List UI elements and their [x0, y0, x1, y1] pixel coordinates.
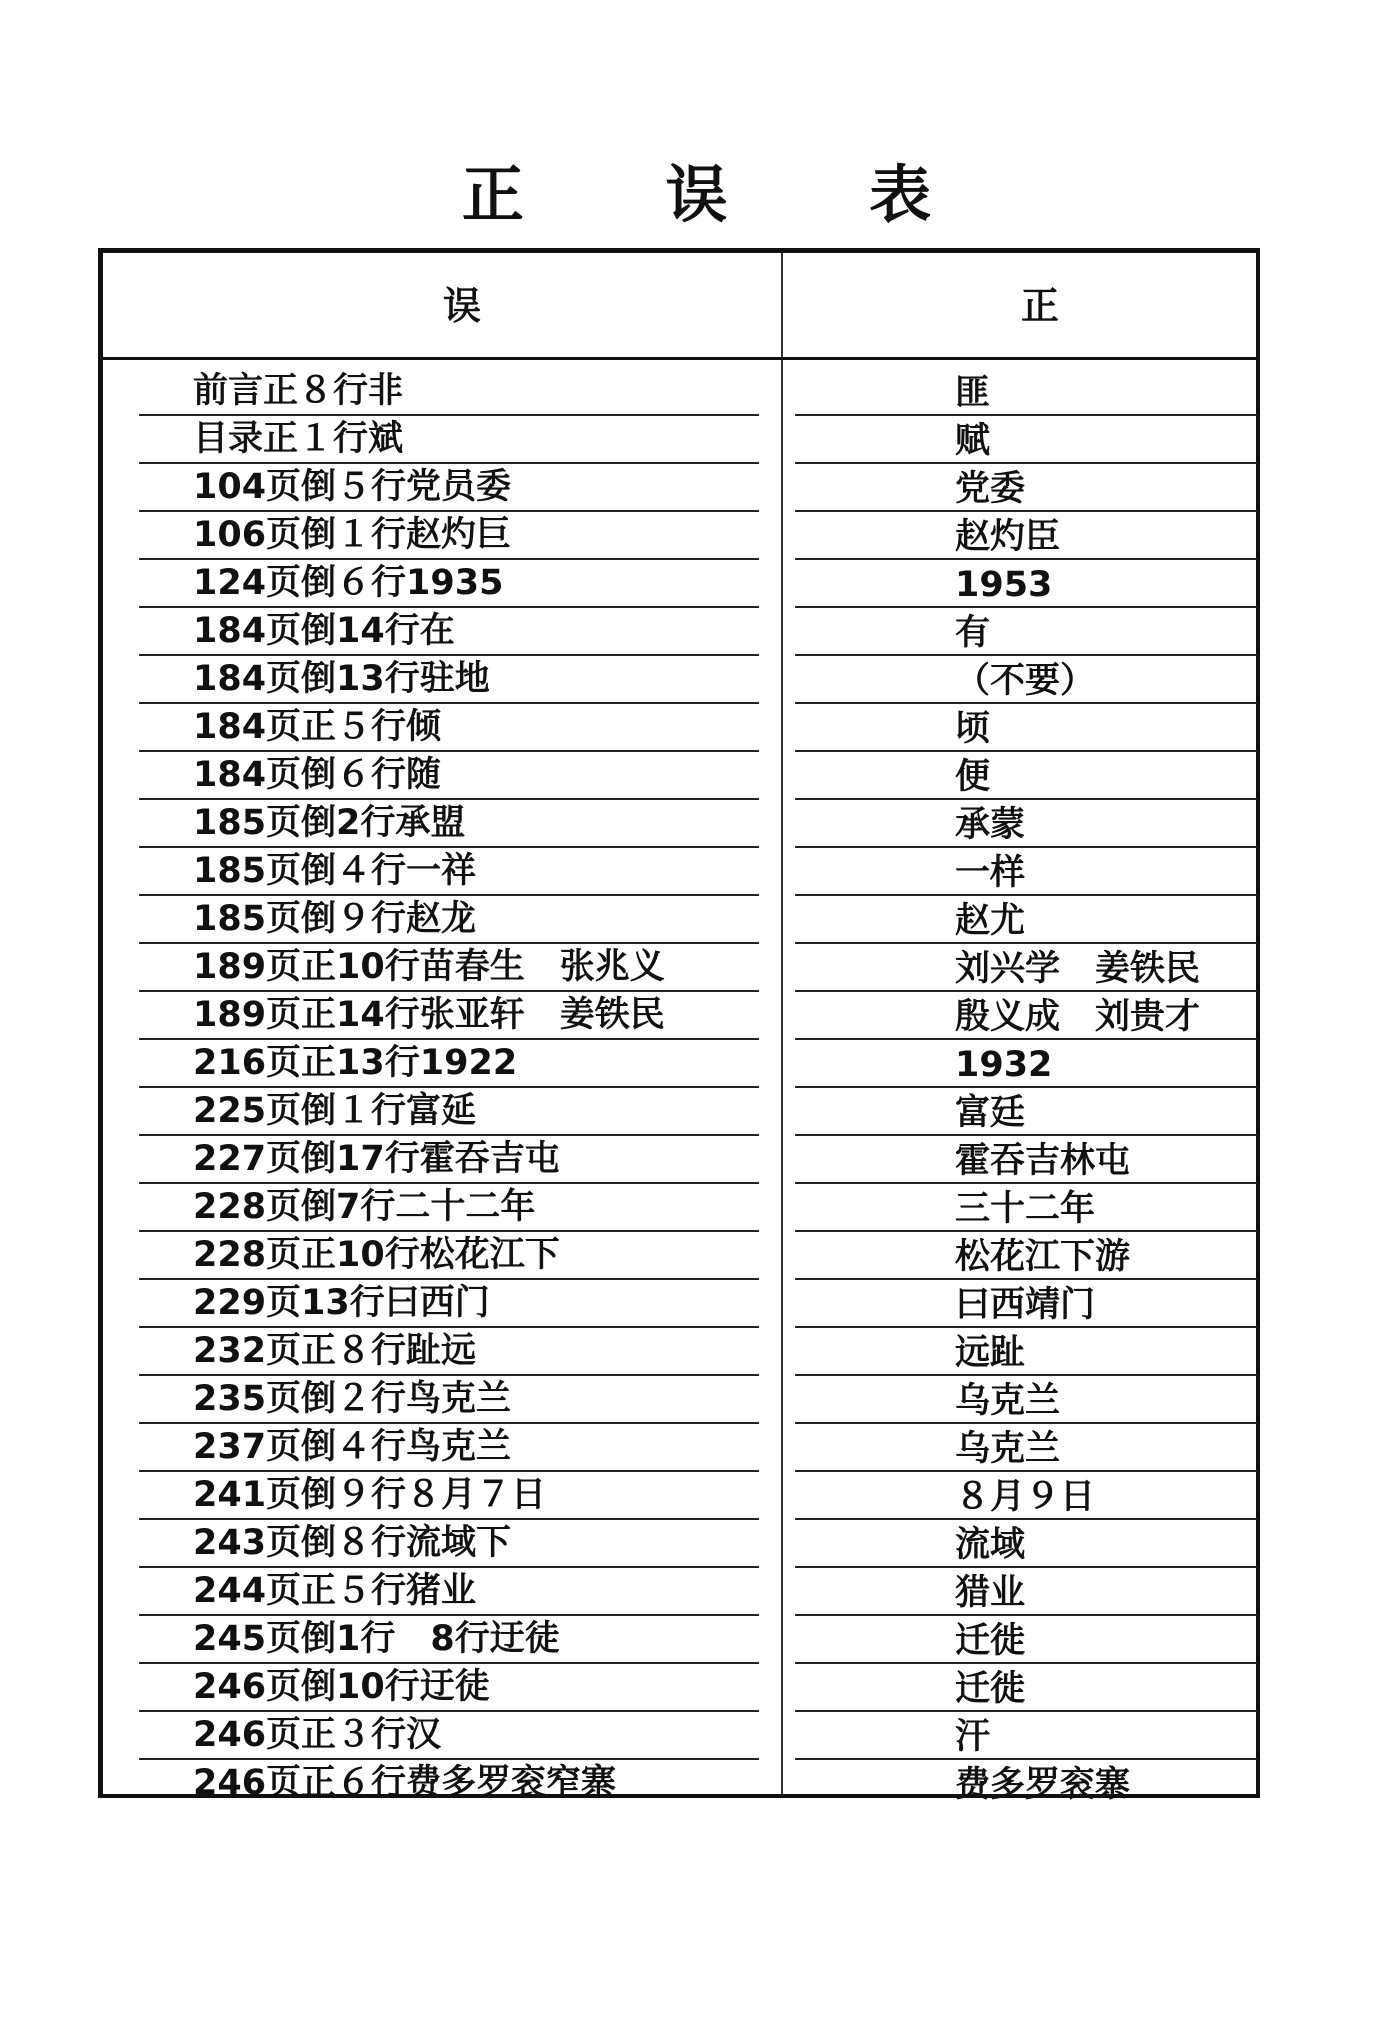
cell-wrong: 225页倒１行富延: [193, 1091, 477, 1131]
table-row: [103, 1184, 1256, 1232]
cell-right: 乌克兰: [955, 1429, 1061, 1469]
cell-wrong: 184页正５行倾: [193, 707, 442, 747]
cell-wrong: 184页倒14行在: [193, 611, 455, 651]
cell-right: 富廷: [955, 1093, 1026, 1133]
cell-right: 有: [955, 613, 991, 653]
table-row: [103, 992, 1256, 1040]
table-row: [103, 464, 1256, 512]
table-row: [103, 1424, 1256, 1472]
table-row: [103, 656, 1256, 704]
cell-wrong: 目录正１行斌: [193, 419, 404, 459]
cell-right: 匪: [955, 373, 991, 413]
cell-right: 赋: [955, 421, 991, 461]
cell-right: 松花江下游: [955, 1237, 1131, 1277]
table-header: [103, 253, 1256, 360]
cell-wrong: 189页正14行张亚轩 姜铁民: [193, 995, 665, 1035]
table-row: [103, 1712, 1256, 1760]
page-title: 正 误 表: [461, 158, 992, 231]
cell-right: 一样: [955, 853, 1026, 893]
table-row: [103, 1088, 1256, 1136]
table-row: [103, 512, 1256, 560]
cell-wrong: 243页倒８行流域下: [193, 1523, 512, 1563]
cell-right: 流域: [955, 1525, 1026, 1565]
cell-wrong: 244页正５行猪业: [193, 1571, 477, 1611]
table-row: [103, 1520, 1256, 1568]
cell-wrong: 104页倒５行党员委: [193, 467, 512, 507]
cell-right: 承蒙: [955, 805, 1026, 845]
table-row: [103, 1376, 1256, 1424]
cell-right: 霍吞吉林屯: [955, 1141, 1131, 1181]
cell-wrong: 235页倒２行鸟克兰: [193, 1379, 512, 1419]
cell-right: 猎业: [955, 1573, 1026, 1613]
cell-right: 远趾: [955, 1333, 1026, 1373]
cell-wrong: 228页正10行松花江下: [193, 1235, 560, 1275]
cell-right: 汗: [955, 1717, 991, 1757]
table-row: [103, 1664, 1256, 1712]
cell-right: 曰西靖门: [955, 1285, 1096, 1325]
cell-right: 殷义成 刘贵才: [955, 997, 1201, 1037]
cell-right: 顷: [955, 709, 991, 749]
header-right: 正: [1021, 284, 1060, 328]
cell-wrong: 245页倒1行 8行迂徒: [193, 1619, 560, 1659]
cell-wrong: 232页正８行趾远: [193, 1331, 477, 1371]
table-row: [103, 1328, 1256, 1376]
table-row: [103, 368, 1256, 416]
cell-right: 乌克兰: [955, 1381, 1061, 1421]
table-row: [103, 1280, 1256, 1328]
cell-wrong: 124页倒６行1935: [193, 563, 504, 603]
table-row: [103, 560, 1256, 608]
cell-wrong: 241页倒９行８月７日: [193, 1475, 547, 1515]
cell-right: 便: [955, 757, 991, 797]
cell-right: 费多罗衮寨: [955, 1765, 1131, 1805]
cell-wrong: 228页倒7行二十二年: [193, 1187, 536, 1227]
table-row: [103, 848, 1256, 896]
cell-wrong: 前言正８行非: [193, 371, 404, 411]
table-row: [103, 1568, 1256, 1616]
table-row: [103, 1232, 1256, 1280]
cell-right: 迁徙: [955, 1621, 1026, 1661]
cell-right: 迁徙: [955, 1669, 1026, 1709]
table-row: [103, 1136, 1256, 1184]
cell-wrong: 185页倒９行赵龙: [193, 899, 477, 939]
table-row: [103, 608, 1256, 656]
cell-wrong: 185页倒４行一祥: [193, 851, 477, 891]
table-row: [103, 704, 1256, 752]
cell-wrong: 229页13行曰西门: [193, 1283, 490, 1323]
table-row: [103, 416, 1256, 464]
table-row: [103, 1040, 1256, 1088]
header-wrong: 误: [443, 284, 482, 328]
cell-wrong: 227页倒17行霍吞吉屯: [193, 1139, 560, 1179]
table-row: [103, 896, 1256, 944]
table-row: [103, 944, 1256, 992]
cell-wrong: 246页倒10行迂徒: [193, 1667, 490, 1707]
cell-wrong: 246页正６行费多罗衮窄寨: [193, 1763, 617, 1803]
cell-right: 1953: [955, 565, 1053, 605]
errata-table: [98, 248, 1260, 1805]
cell-right: 三十二年: [955, 1189, 1096, 1229]
cell-wrong: 216页正13行1922: [193, 1043, 518, 1083]
cell-wrong: 184页倒13行驻地: [193, 659, 490, 699]
cell-right: 赵尤: [955, 901, 1026, 941]
cell-wrong: 185页倒2行承盟: [193, 803, 466, 843]
cell-wrong: 106页倒１行赵灼巨: [193, 515, 512, 555]
table-row: [103, 1616, 1256, 1664]
cell-wrong: 237页倒４行鸟克兰: [193, 1427, 512, 1467]
table-row: [103, 800, 1256, 848]
cell-right: 1932: [955, 1045, 1053, 1085]
cell-right: 赵灼臣: [955, 517, 1061, 557]
cell-wrong: 184页倒６行随: [193, 755, 442, 795]
cell-right: 刘兴学 姜铁民: [955, 949, 1201, 989]
table-row: [103, 1760, 1256, 1808]
table-row: [103, 1472, 1256, 1520]
cell-right: ８月９日: [955, 1477, 1096, 1517]
table-row: [103, 752, 1256, 800]
cell-wrong: 246页正３行汉: [193, 1715, 442, 1755]
cell-right: 党委: [955, 469, 1026, 509]
cell-wrong: 189页正10行苗春生 张兆义: [193, 947, 665, 987]
cell-right: （不要）: [955, 661, 1096, 701]
